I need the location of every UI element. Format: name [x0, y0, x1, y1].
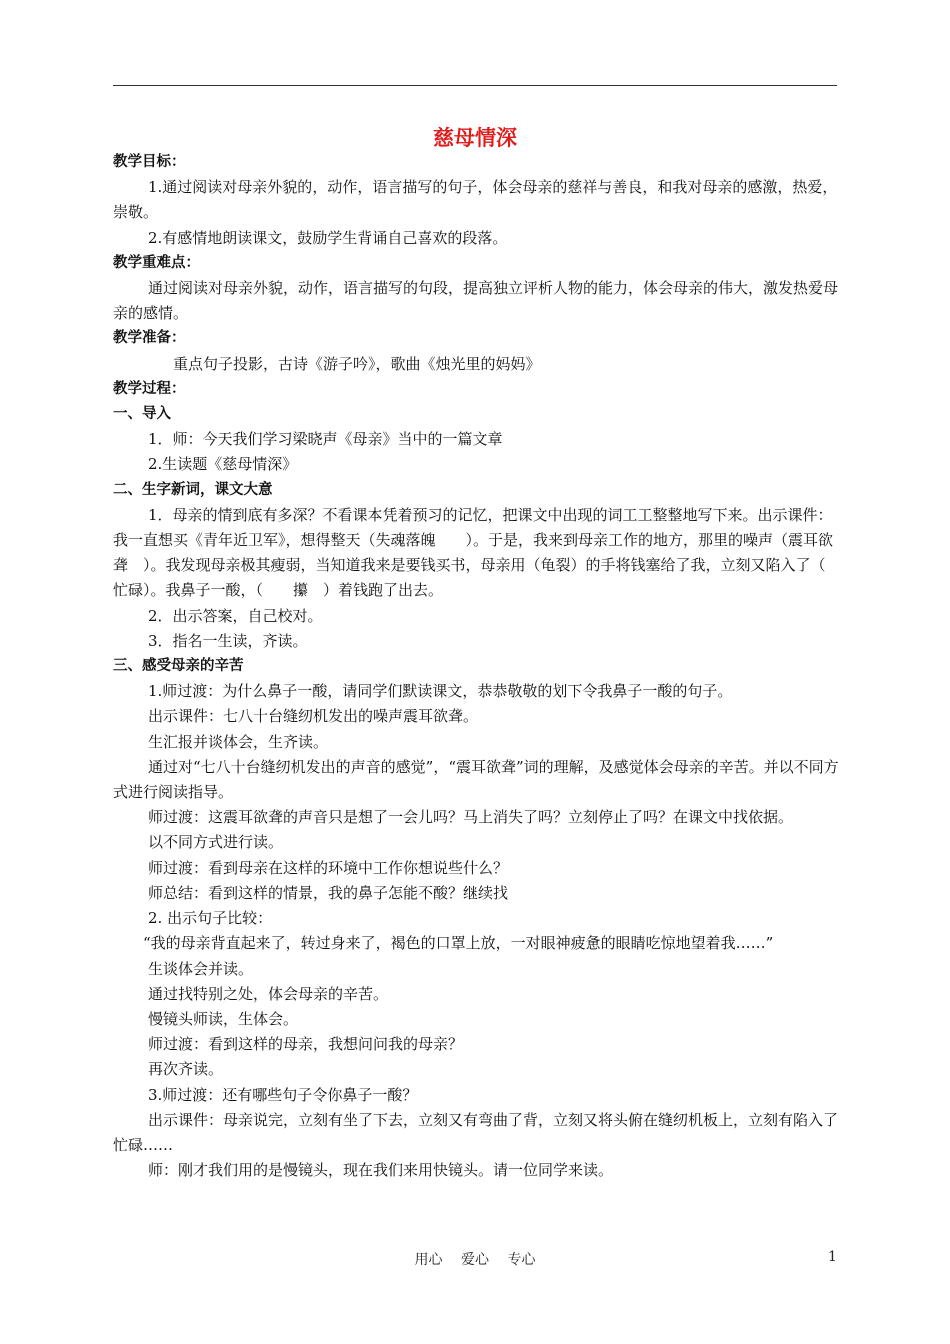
body-paragraph: 慢镜头师读，生体会。: [148, 1009, 299, 1028]
body-paragraph: 通过找特别之处，体会母亲的辛苦。: [148, 984, 389, 1003]
body-paragraph: 通过阅读对母亲外貌，动作，语言描写的句段，提高独立评析人物的能力，体会母亲的伟大，激发热爱母亲的感情。: [113, 279, 839, 323]
section-heading: 一、导入: [113, 406, 171, 423]
body-paragraph: 2.有感情地朗读课文，鼓励学生背诵自己喜欢的段落。: [148, 228, 508, 247]
document-title: 慈母情深: [433, 126, 517, 150]
body-paragraph: 2. 出示句子比较：: [148, 909, 273, 928]
page-number: 1: [828, 1249, 837, 1265]
body-paragraph: 1.通过阅读对母亲外貌的，动作，语言描写的句子，体会母亲的慈祥与善良，和我对母亲的感激，热爱，崇敬。: [113, 178, 838, 222]
body-paragraph: 师过渡：这震耳欲聋的声音只是想了一会儿吗？马上消失了吗？立刻停止了吗？在课文中找依据。: [148, 808, 794, 827]
section-heading: 二、生字新词，课文大意: [113, 481, 273, 498]
body-paragraph: 师过渡：看到母亲在这样的环境中工作你想说些什么？: [148, 858, 509, 877]
body-paragraph: 1．师：今天我们学习梁晓声《母亲》当中的一篇文章: [148, 430, 503, 449]
body-paragraph: 1．母亲的情到底有多深？不看课本凭着预习的记忆，把课文中出现的词工工整整地写下来。出示课件：我一直想买《青年近卫军》，想得整天（失魂落魄 ）。于是，我来到母亲工作的地方，那里的噪声（震耳欲聋 ）。我发现母亲极其瘦弱，当知道我来是要钱买书，母亲用（龟裂）的手将钱塞给了我，立刻又陷入了（ 忙碌）。我鼻子一酸，（ 攥 ）着钱跑了出去。: [113, 505, 841, 600]
header-rule: [113, 85, 837, 86]
body-paragraph: 师过渡：看到这样的母亲，我想问问我的母亲？: [148, 1035, 464, 1054]
body-paragraph: 3．指名一生读，齐读。: [148, 631, 308, 650]
body-paragraph: 2.生读题《慈母情深》: [148, 455, 298, 474]
body-paragraph: 出示课件：母亲说完，立刻有坐了下去，立刻又有弯曲了背，立刻又将头俯在缝纫机板上，立刻有陷入了忙碌……: [113, 1110, 839, 1154]
section-heading: 教学准备：: [113, 330, 186, 347]
body-paragraph: 1.师过渡：为什么鼻子一酸，请同学们默读课文，恭恭敬敬的划下令我鼻子一酸的句子。: [148, 682, 733, 701]
body-paragraph: 重点句子投影，古诗《游子吟》，歌曲《烛光里的妈妈》: [173, 354, 541, 373]
body-paragraph: 2．出示答案，自己校对。: [148, 606, 323, 625]
section-heading: 三、感受母亲的辛苦: [113, 658, 244, 675]
document-body: [113, 150, 841, 1183]
body-paragraph: 以不同方式进行读。: [148, 833, 284, 852]
footer-motto: 用心 爱心 专心: [414, 1252, 536, 1268]
body-paragraph: 师：刚才我们用的是慢镜头，现在我们来用快镜头。请一位同学来读。: [148, 1161, 614, 1180]
body-paragraph: 生谈体会并读。: [148, 959, 254, 978]
body-paragraph: 出示课件：七八十台缝纫机发出的噪声震耳欲聋。: [148, 707, 479, 726]
body-paragraph: “我的母亲背直起来了，转过身来了，褐色的口罩上放，一对眼神疲惫的眼睛吃惊地望着我……”: [143, 934, 774, 953]
body-paragraph: 3.师过渡：还有哪些句子令你鼻子一酸？: [148, 1085, 418, 1104]
body-paragraph: 生汇报并谈体会，生齐读。: [148, 732, 329, 751]
body-paragraph: 师总结：看到这样的情景，我的鼻子怎能不酸？继续找: [148, 883, 509, 902]
body-paragraph: 通过对“七八十台缝纫机发出的声音的感觉”，“震耳欲聋”词的理解，及感觉体会母亲的辛苦。并以不同方式进行阅读指导。: [113, 757, 839, 802]
section-heading: 教学重难点：: [113, 254, 200, 271]
section-heading: 教学目标：: [113, 154, 186, 170]
body-paragraph: 再次齐读。: [148, 1060, 224, 1079]
section-heading: 教学过程：: [113, 380, 186, 397]
